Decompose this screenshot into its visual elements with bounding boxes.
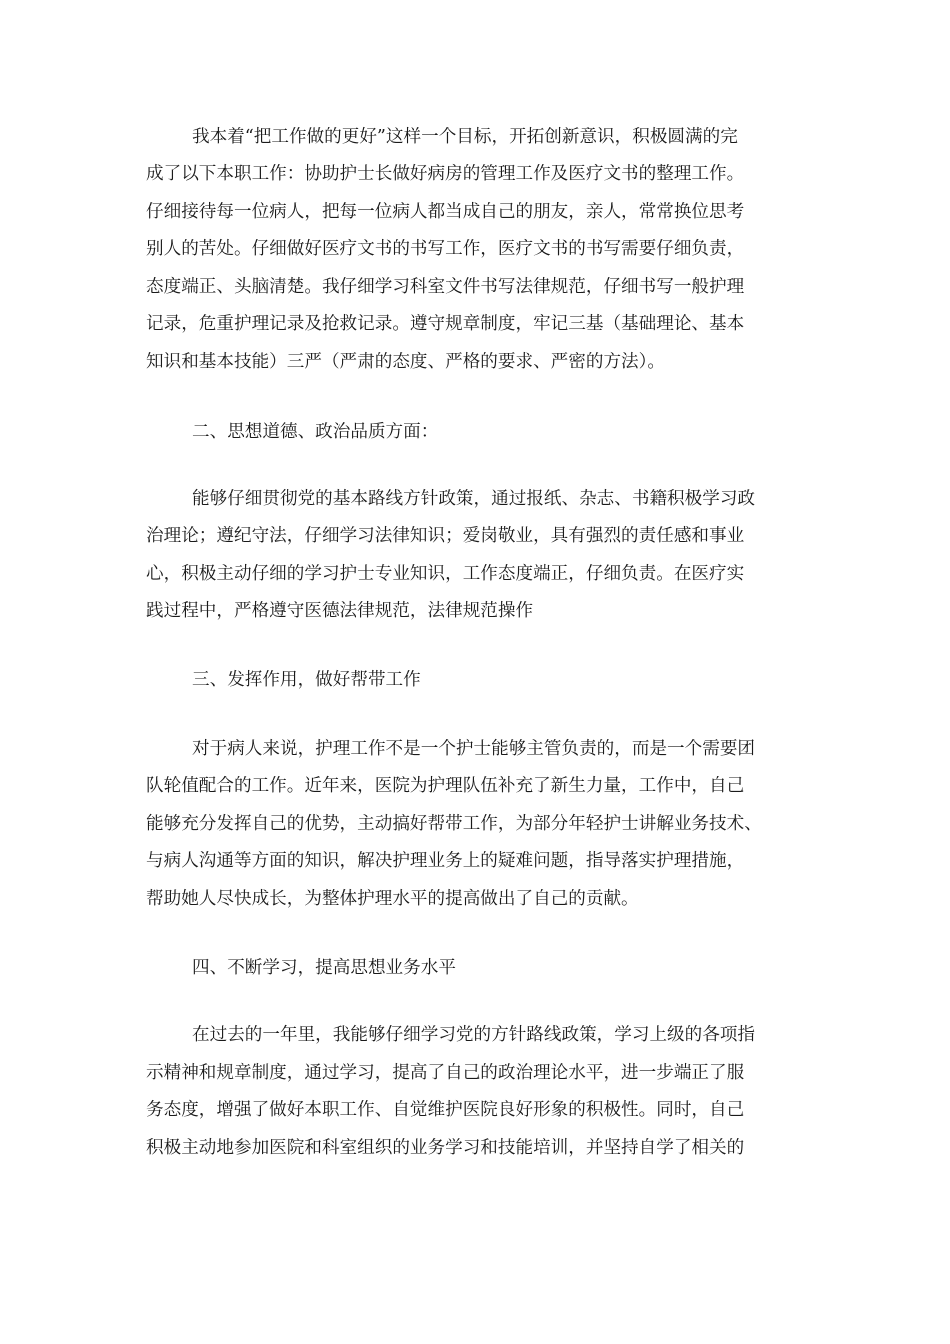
paragraph-line: 治理论；遵纪守法，仔细学习法律知识；爱岗敬业，具有强烈的责任感和事业: [146, 526, 745, 546]
section-heading-3: 三、发挥作用，做好帮带工作: [192, 670, 421, 690]
paragraph-line: 对于病人来说，护理工作不是一个护士能够主管负责的，而是一个需要团: [192, 739, 756, 759]
paragraph-line: 帮助她人尽快成长，为整体护理水平的提高做出了自己的贡献。: [146, 889, 639, 909]
paragraph-line: 记录，危重护理记录及抢救记录。遵守规章制度，牢记三基（基础理论、基本: [146, 314, 745, 334]
paragraph-line: 态度端正、头脑清楚。我仔细学习科室文件书写法律规范，仔细书写一般护理: [146, 277, 745, 297]
paragraph-line: 能够充分发挥自己的优势，主动搞好帮带工作，为部分年轻护士讲解业务技术、: [146, 814, 762, 834]
paragraph-line: 能够仔细贯彻党的基本路线方针政策，通过报纸、杂志、书籍积极学习政: [192, 489, 756, 509]
paragraph-line: 别人的苦处。仔细做好医疗文书的书写工作，医疗文书的书写需要仔细负责，: [146, 239, 745, 259]
paragraph-line: 我本着“把工作做的更好”这样一个目标，开拓创新意识，积极圆满的完: [192, 127, 738, 147]
paragraph-line: 成了以下本职工作：协助护士长做好病房的管理工作及医疗文书的整理工作。: [146, 164, 745, 184]
paragraph-line: 践过程中，严格遵守医德法律规范，法律规范操作: [146, 601, 534, 621]
paragraph-line: 心，积极主动仔细的学习护士专业知识，工作态度端正，仔细负责。在医疗实: [146, 564, 745, 584]
paragraph-line: 在过去的一年里，我能够仔细学习党的方针路线政策，学习上级的各项指: [192, 1025, 756, 1045]
paragraph-line: 与病人沟通等方面的知识，解决护理业务上的疑难问题，指导落实护理措施，: [146, 851, 745, 871]
section-heading-4: 四、不断学习，提高思想业务水平: [192, 958, 456, 978]
paragraph-line: 知识和基本技能）三严（严肃的态度、严格的要求、严密的方法）。: [146, 352, 666, 372]
paragraph-line: 仔细接待每一位病人，把每一位病人都当成自己的朋友，亲人，常常换位思考: [146, 202, 745, 222]
section-heading-2: 二、思想道德、政治品质方面：: [192, 422, 439, 442]
paragraph-line: 队轮值配合的工作。近年来，医院为护理队伍补充了新生力量，工作中，自己: [146, 776, 745, 796]
paragraph-line: 示精神和规章制度，通过学习，提高了自己的政治理论水平，进一步端正了服: [146, 1063, 745, 1083]
paragraph-line: 务态度，增强了做好本职工作、自觉维护医院良好形象的积极性。同时，自己: [146, 1100, 745, 1120]
paragraph-line: 积极主动地参加医院和科室组织的业务学习和技能培训，并坚持自学了相关的: [146, 1138, 745, 1158]
